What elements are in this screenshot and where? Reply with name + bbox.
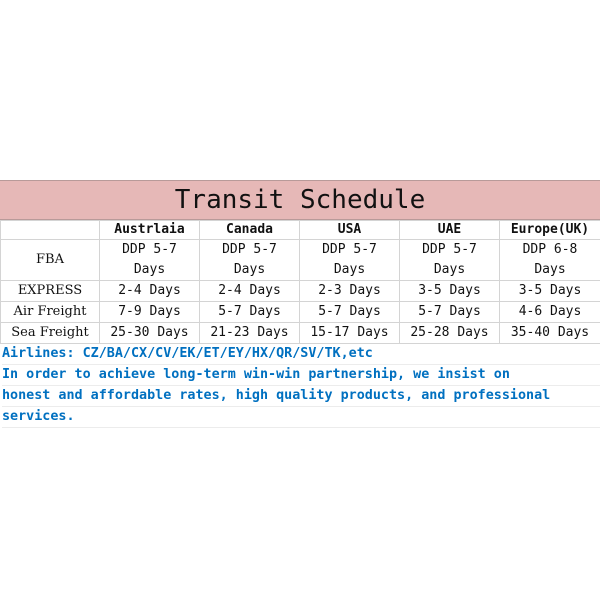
- table-row-fba: [1, 240, 600, 281]
- cell-line: Days: [534, 262, 566, 277]
- table-cell: 5-7 Days: [400, 302, 500, 323]
- table-cell: 3-5 Days: [500, 281, 600, 302]
- table-cell: [400, 240, 500, 281]
- table-row-air-freight: [1, 302, 600, 323]
- header-row: [1, 221, 600, 240]
- table-cell: 3-5 Days: [400, 281, 500, 302]
- header-corner: [1, 221, 100, 240]
- cell-line: Days: [133, 262, 166, 277]
- transit-schedule-sheet: [0, 180, 600, 428]
- partnership-note-line: services.: [2, 407, 600, 428]
- table-cell: [200, 240, 300, 281]
- header-europe-uk: Europe(UK): [500, 221, 600, 240]
- header-uae: UAE: [400, 221, 500, 240]
- table-cell: 5-7 Days: [300, 302, 400, 323]
- cell-line: DDP 6-8: [522, 242, 578, 257]
- table-cell: 2-4 Days: [200, 281, 300, 302]
- table-cell: 2-3 Days: [300, 281, 400, 302]
- cell-line: DDP 5-7: [222, 242, 277, 257]
- table-cell: 35-40 Days: [500, 323, 600, 344]
- header-usa: USA: [300, 221, 400, 240]
- table-cell: 25-28 Days: [400, 323, 500, 344]
- table-cell: 7-9 Days: [100, 302, 200, 323]
- cell-line: Days: [433, 262, 466, 277]
- header-canada: Canada: [200, 221, 300, 240]
- notes-block: [0, 344, 600, 428]
- row-label: Sea Freight: [1, 323, 100, 344]
- table-cell: 15-17 Days: [300, 323, 400, 344]
- table-cell: 4-6 Days: [500, 302, 600, 323]
- page-title: Transit Schedule: [0, 180, 600, 220]
- table-cell: [100, 240, 200, 281]
- cell-line: DDP 5-7: [322, 242, 377, 257]
- row-label: FBA: [1, 240, 100, 281]
- table-cell: [300, 240, 400, 281]
- row-label: Air Freight: [1, 302, 100, 323]
- partnership-note-line: In order to achieve long-term win-win partnership, we insist on: [2, 365, 600, 386]
- cell-line: Days: [333, 262, 366, 277]
- table-cell: 5-7 Days: [200, 302, 300, 323]
- row-label: EXPRESS: [1, 281, 100, 302]
- table-row-express: [1, 281, 600, 302]
- airlines-note: Airlines: CZ/BA/CX/CV/EK/ET/EY/HX/QR/SV/TK,etc: [2, 344, 600, 365]
- table-cell: [500, 240, 600, 281]
- table-cell: 21-23 Days: [200, 323, 300, 344]
- header-australia: Austrlaia: [100, 221, 200, 240]
- table-row-sea-freight: [1, 323, 600, 344]
- cell-line: DDP 5-7: [422, 242, 477, 257]
- partnership-note-line: honest and affordable rates, high quality products, and professional: [2, 386, 600, 407]
- cell-line: Days: [233, 262, 266, 277]
- table-cell: 25-30 Days: [100, 323, 200, 344]
- table-cell: 2-4 Days: [100, 281, 200, 302]
- cell-line: DDP 5-7: [122, 242, 177, 257]
- transit-table: [0, 220, 600, 344]
